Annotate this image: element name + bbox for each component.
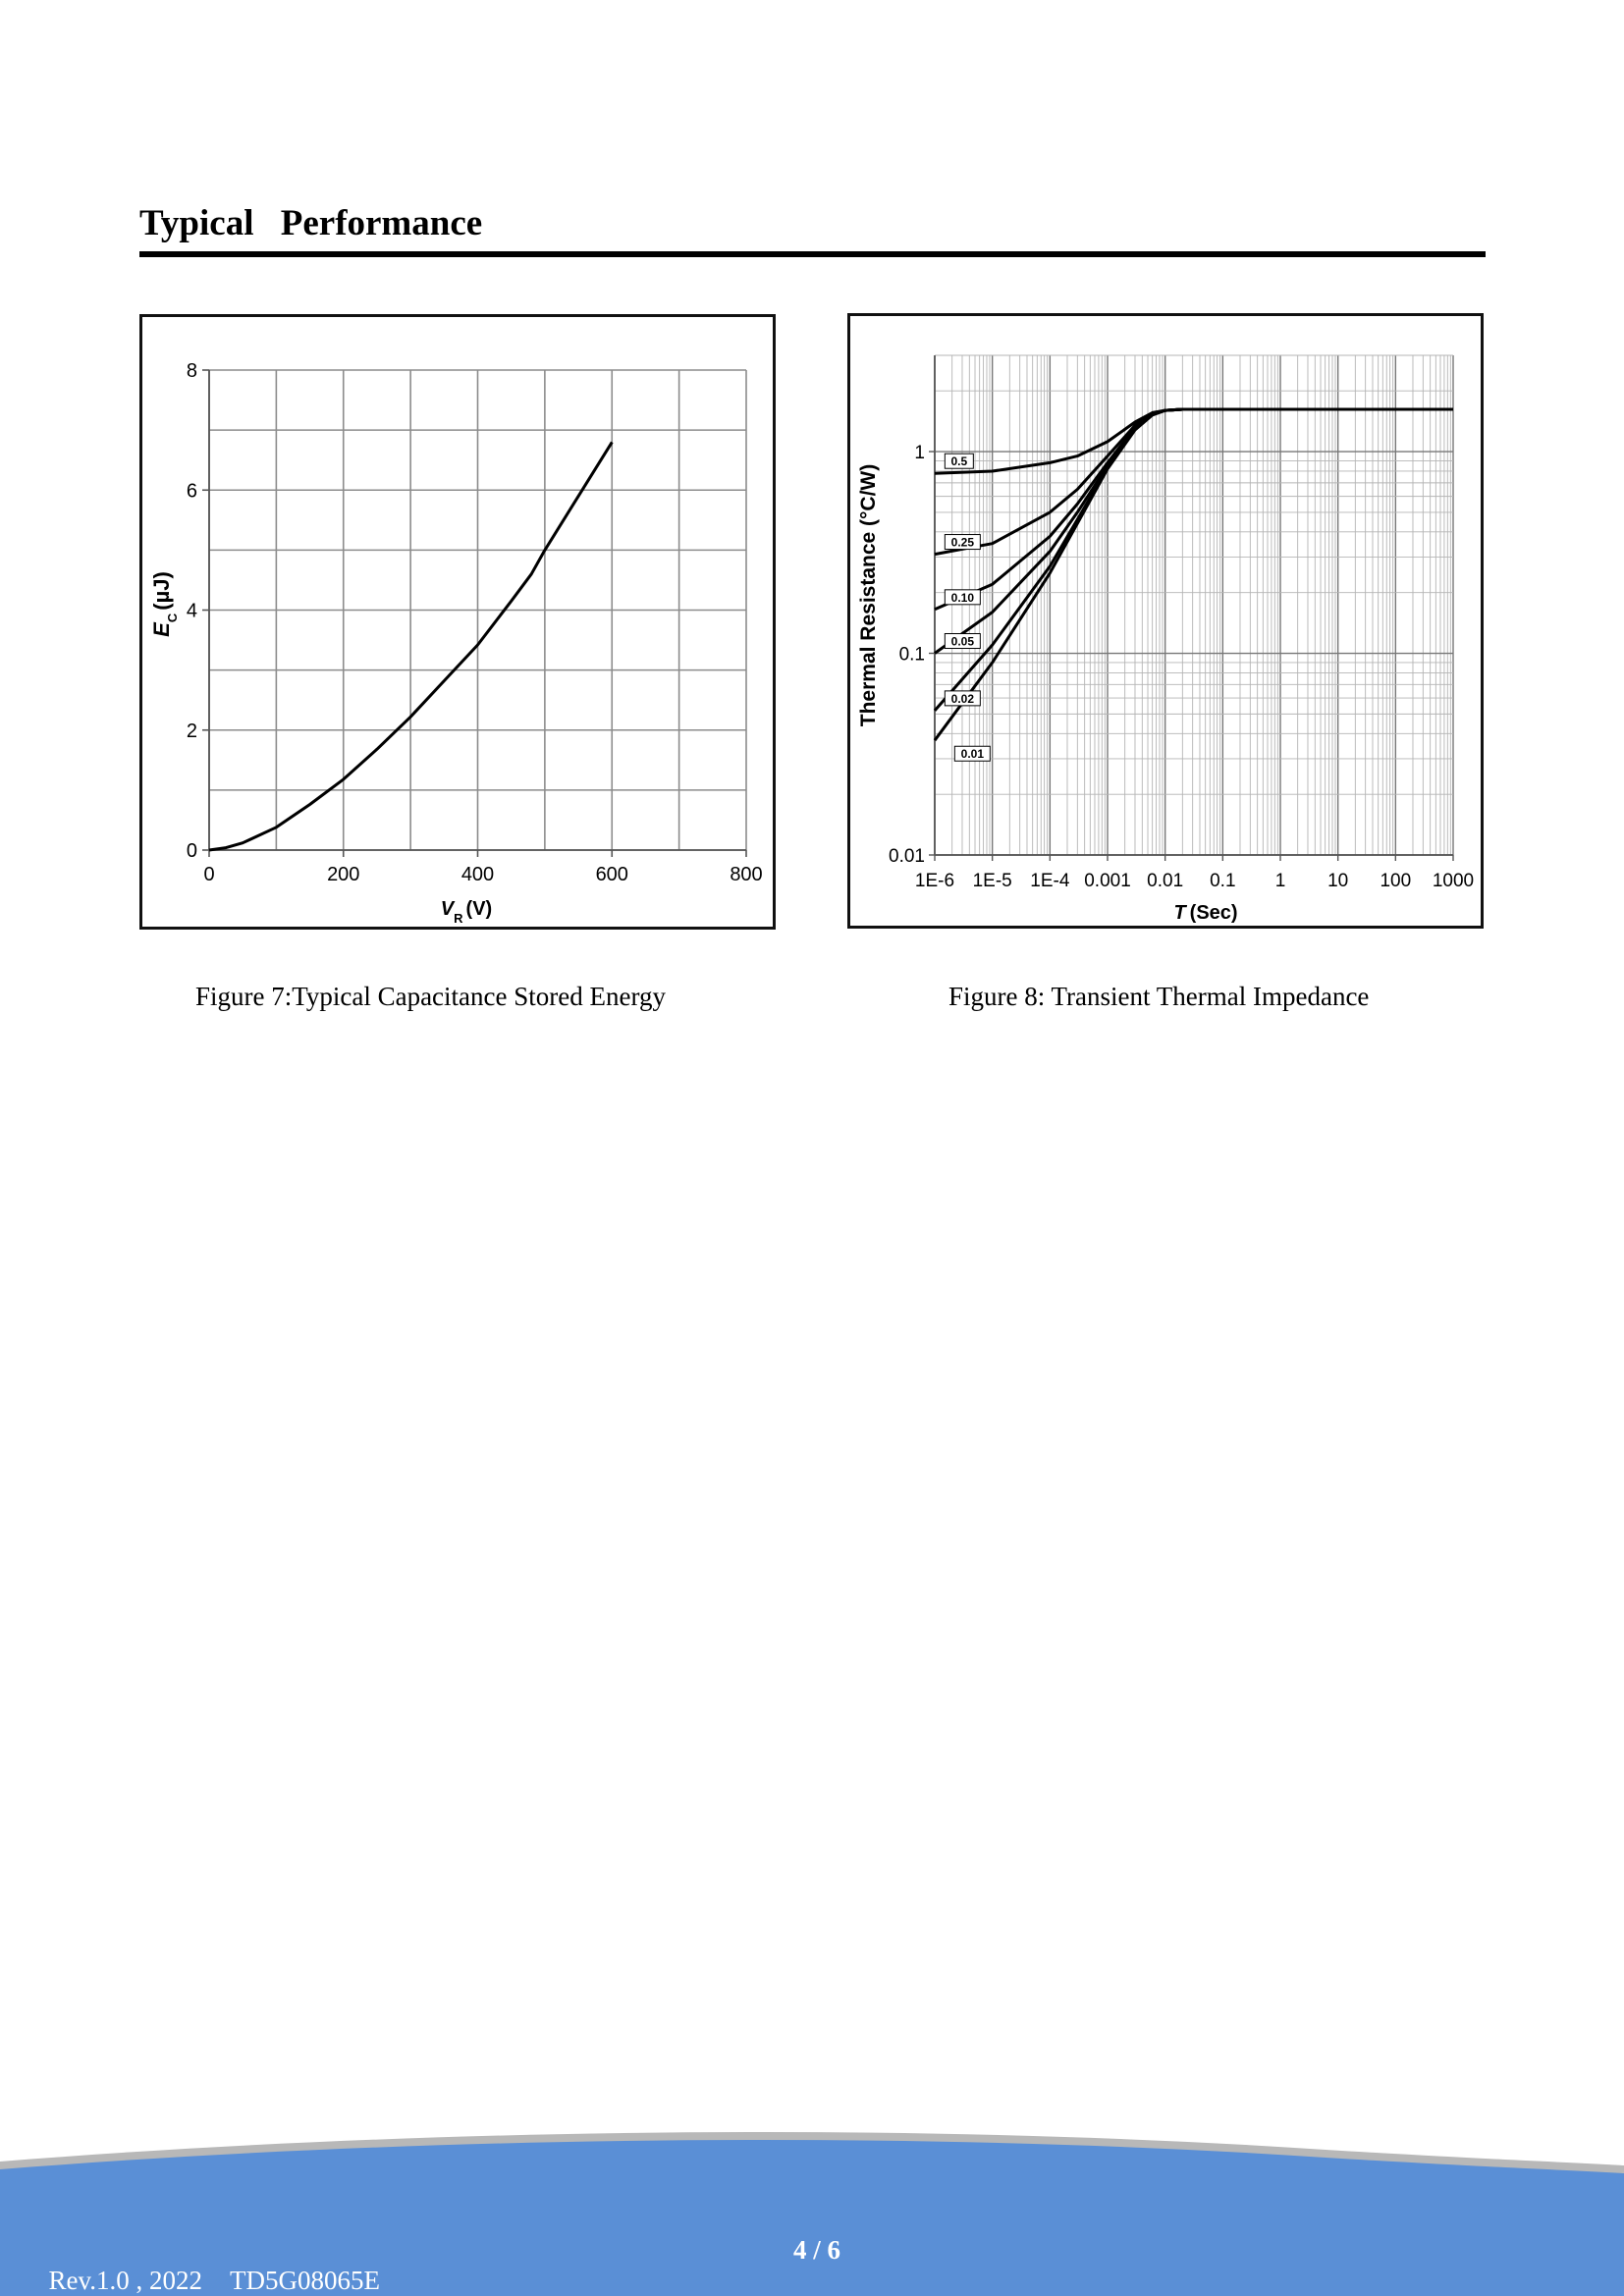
x-tick-label: 0.01 [1147,871,1184,891]
x-tick-label: 10 [1327,871,1349,891]
footer-part-number: TD5G08065E [230,2266,380,2295]
series-label-0: 0.5 [950,454,968,469]
series-line-1 [935,409,1453,555]
x-tick-label: 0.001 [1084,871,1131,891]
y-tick-label: 8 [186,360,197,382]
series-label-2: 0.10 [950,590,975,605]
x-tick-label: 1E-4 [1030,871,1070,891]
figure-7-chart [139,314,776,930]
x-tick-label: 800 [730,864,763,885]
series-line-0 [935,409,1453,473]
y-tick-label: 6 [186,480,197,503]
y-tick-label: 1 [914,443,925,464]
x-tick-label: 0.1 [1210,871,1236,891]
x-tick-label: 1E-6 [914,871,955,891]
footer-info [35,2235,380,2296]
footer-revision: Rev.1.0 , 2022 [48,2266,202,2295]
y-tick-label: 4 [186,600,197,622]
y-axis-label: Thermal Resistance (°C/W) [857,463,880,727]
series-label-5: 0.01 [960,747,985,762]
figure-8-plot [850,316,1481,926]
y-tick-label: 0.1 [898,644,925,666]
footer-page-number: 4 / 6 [793,2235,841,2265]
y-tick-label: 0.01 [889,846,925,867]
y-tick-label: 2 [186,720,197,742]
y-axis-label: $E_C(\mu J)$ [149,571,180,637]
figure-7-caption: Figure 7:Typical Capacitance Stored Energy [195,982,666,1011]
series-label-3: 0.05 [950,634,975,649]
title-rule [139,251,1486,257]
figure-7-plot [142,317,773,927]
x-tick-label: 0 [203,864,215,885]
x-tick-label: 1 [1274,871,1286,891]
y-tick-label: 0 [186,840,197,862]
section-title: Typical Performance [139,203,483,243]
x-tick-label: 600 [595,864,628,885]
x-tick-label: 400 [460,864,495,885]
x-axis-label: T (Sec) [1173,902,1238,924]
x-tick-label: 1000 [1432,871,1475,891]
series-line-5 [935,409,1453,740]
figure-8-caption: Figure 8: Transient Thermal Impedance [948,982,1370,1011]
series-label-4: 0.02 [950,691,975,706]
series-line-2 [935,409,1453,610]
series-label-1: 0.25 [950,535,975,550]
x-tick-label: 200 [327,864,360,885]
x-axis-label: $V_R$ (V) [440,898,493,926]
series-line-4 [935,409,1453,711]
figure-8-chart [847,313,1484,929]
x-tick-label: 1E-5 [972,871,1012,891]
x-tick-label: 100 [1380,871,1412,891]
